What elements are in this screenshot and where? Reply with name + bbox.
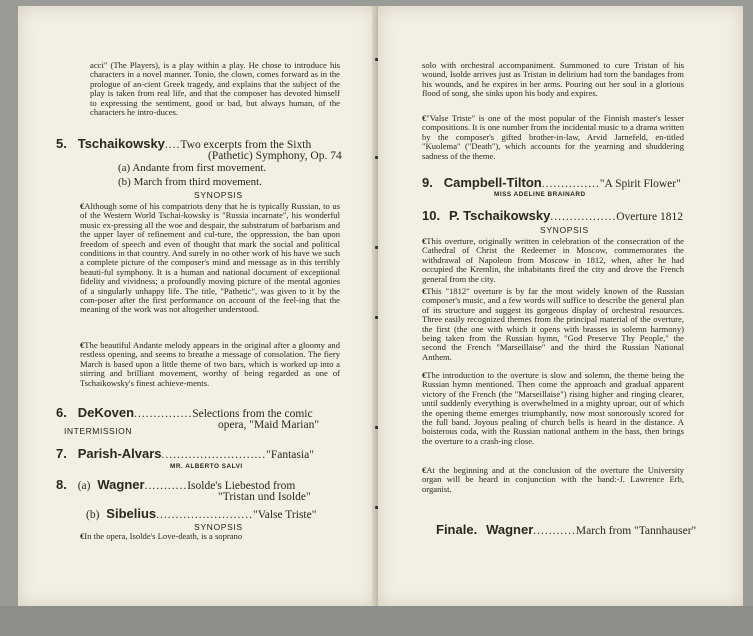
item-number: 5. [56,136,67,151]
valse-paragraph: €"Valse Triste" is one of the most popular of the Finnish master's lesser compositions. It is one number from the incidental music to a drama written by the composer's gifted brother-in-law, Arvid Jarnefeld, en-titled "Kuolema" ("Death"), which accounts for the yearning and shuddering sadness of the theme. [422,113,684,161]
pilcrow-icon: € [80,531,85,541]
composer-name: P. Tschaikowsky [448,208,551,223]
piece-title: Overture 1812 [616,211,683,223]
program-item-10: 10. P. Tschaikowsky.................Overture 1812 [422,208,683,223]
program-item-8a: 8. (a) Wagner...........Isolde's Liebestod from [56,477,296,492]
piece-title: March from "Tannhauser" [575,525,697,537]
performer-name: MR. ALBERTO SALVI [170,463,243,470]
synopsis-paragraph: €The beautiful Andante melody appears in the original after a gloomy and restless opening, and seems to breathe a message of consolation. The fiery March is based upon a little theme of two bars, which is worked up into a stirring and brilliant movement, worthy of being regarded as one of Tschaikowsky's finest achieve-ments. [80,340,340,388]
synopsis-paragraph: €At the beginning and at the conclusion of the overture the University organ will be heard in conjunction with the band:-J. Lawrence Erb, organist. [422,465,684,494]
piece-title-line2: opera, "Maid Marian" [218,419,320,431]
synopsis-paragraph: €In the opera, Isolde's Love-death, is a soprano [80,531,243,541]
composer-name: DeKoven [77,405,135,420]
synopsis-paragraph: €This overture, originally written in celebration of the consecration of the Cathedral of Christ the Redeemer in Moscow, commemorates the withdrawal of Napoleon from Moscow in 1812, when, after he had occupied the Kremlin, the inhabitants fired the city and drove the French general from the city. [422,236,684,284]
item-number: 7. [56,446,67,461]
pilcrow-icon: € [422,286,427,296]
piece-title: "A Spirit Flower" [599,178,681,190]
piece-title: "Fantasia" [266,449,314,461]
piece-title-line2: (Pathetic) Symphony, Op. 74 [208,150,342,162]
pilcrow-icon: € [422,113,427,123]
item-number: 6. [56,405,67,420]
left-page [18,6,376,606]
right-page [378,6,743,606]
program-item-9: 9. Campbell-Tilton..............."A Spirit Flower" [422,175,681,190]
item-number: 10. [422,208,441,223]
composer-name: Sibelius [106,506,157,521]
movement-b: (b) March from third movement. [118,176,262,188]
composer-name: Wagner [97,477,145,492]
performer-name: MISS ADELINE BRAINARD [494,191,586,198]
finale-label: Finale. [436,522,478,537]
pilcrow-icon: € [422,465,427,475]
synopsis-paragraph: €The introduction to the overture is slow and solemn, the theme being the Russian hymn mentioned. Then come the approach and gradual apparent victory of the French (the "Marseillaise") rising higher and ringing clearer, until suddenly everything is overwhelmed in a mighty uproar, out of which the opening theme emerges triumphantly, now most sonorously scored for the full band. Joyous pealing of church bells is heard in the distance. A boisterous coda, with the Russian national anthem in the bass, then brings the overture to a crash-ing close. [422,370,684,446]
program-item-6: 6. DeKoven...............Selections from the comic [56,405,313,420]
program-item-8b: (b) Sibelius........................."Valse Triste" [86,506,317,521]
program-finale: Finale. Wagner...........March from "Tannhauser" [436,522,697,537]
synopsis-paragraph: €Although some of his compatriots deny that he is typically Russian, to us of the Western World Tschai-kowsky is "Russia incarnate", his wonderful music ex-pressing all the woe and despair, the substratum of barbarism and the upper layer of refinement and cul-ture, the oppression, the ban upon freedom of speech and even of thought that mark the social and political conditions in that country. And surely in no other work of his have we such a complete picture of the composer's mind and message as in this terribly beauti-ful symphony. It is a human and national document of exceptional fidelity and vividness; a profoundly moving picture of the mental agonies of a singularly unhappy life. The title, "Pathetic", was given to it by the com-poser after the first performance on account of the feel-ing that the meaning of the work was not altogether understood. [80,201,340,315]
intro-paragraph: acci" (The Players), is a play within a play. He chose to introduce his characters in a novel manner. Tonio, the clown, comes forward as in the prologue of an-cient Greek tragedy, and explains that the subject of the play is taken from real life, and that the composer has devoted himself to expressing the sentiment, good or bad, but always human, of the characters he intro-duces. [90,60,340,118]
composer-name: Wagner [486,522,534,537]
item-number: 9. [422,175,433,190]
synopsis-heading: SYNOPSIS [194,190,243,200]
pilcrow-icon: € [80,201,85,211]
item-number: 8. [56,477,67,492]
composer-name: Tschaikowsky [77,136,165,151]
piece-title: Selections from the comic [192,408,313,420]
piece-title: "Valse Triste" [253,509,317,521]
movement-a: (a) Andante from first movement. [118,162,267,174]
intermission-label: INTERMISSION [64,426,133,436]
program-booklet [18,6,744,626]
piece-title: Two excerpts from the Sixth [180,139,312,151]
program-item-7: 7. Parish-Alvars..........................."Fantasia" [56,446,314,461]
composer-name: Parish-Alvars [77,446,162,461]
synopsis-heading: SYNOPSIS [194,522,243,532]
piece-title: Isolde's Liebestod from [187,480,296,492]
pilcrow-icon: € [80,340,85,350]
pilcrow-icon: € [422,236,427,246]
program-item-5: 5. Tschaikowsky....Two excerpts from the Sixth [56,136,312,151]
synopsis-heading: SYNOPSIS [540,225,589,235]
composer-name: Campbell-Tilton [443,175,542,190]
piece-title-line2: "Tristan und Isolde" [218,491,311,503]
pilcrow-icon: € [422,370,427,380]
table-surface [0,606,753,636]
synopsis-paragraph: €This "1812" overture is by far the most widely known of the Russian composer's music, and a few words will suffice to describe the general plan of its structure and suggest its gorgeous display of orchestral resources. Three easily recognized themes from the principal material of the overture, the first (the one with which it opens with brasses in solemn harmony) being taken from the Russian hymn, "God Preserve Thy People," the second the French "Marseillaise" and the third the Russian National Anthem. [422,286,684,362]
intro-paragraph: solo with orchestral accompaniment. Summoned to cure Tristan of his wound, Isolde arrives just as Tristan in delirium had torn the bandages from his wounds, and he expires in her arms. Pouring out her soul in a glorious flood of song, she sinks upon his body and expires. [422,60,684,99]
